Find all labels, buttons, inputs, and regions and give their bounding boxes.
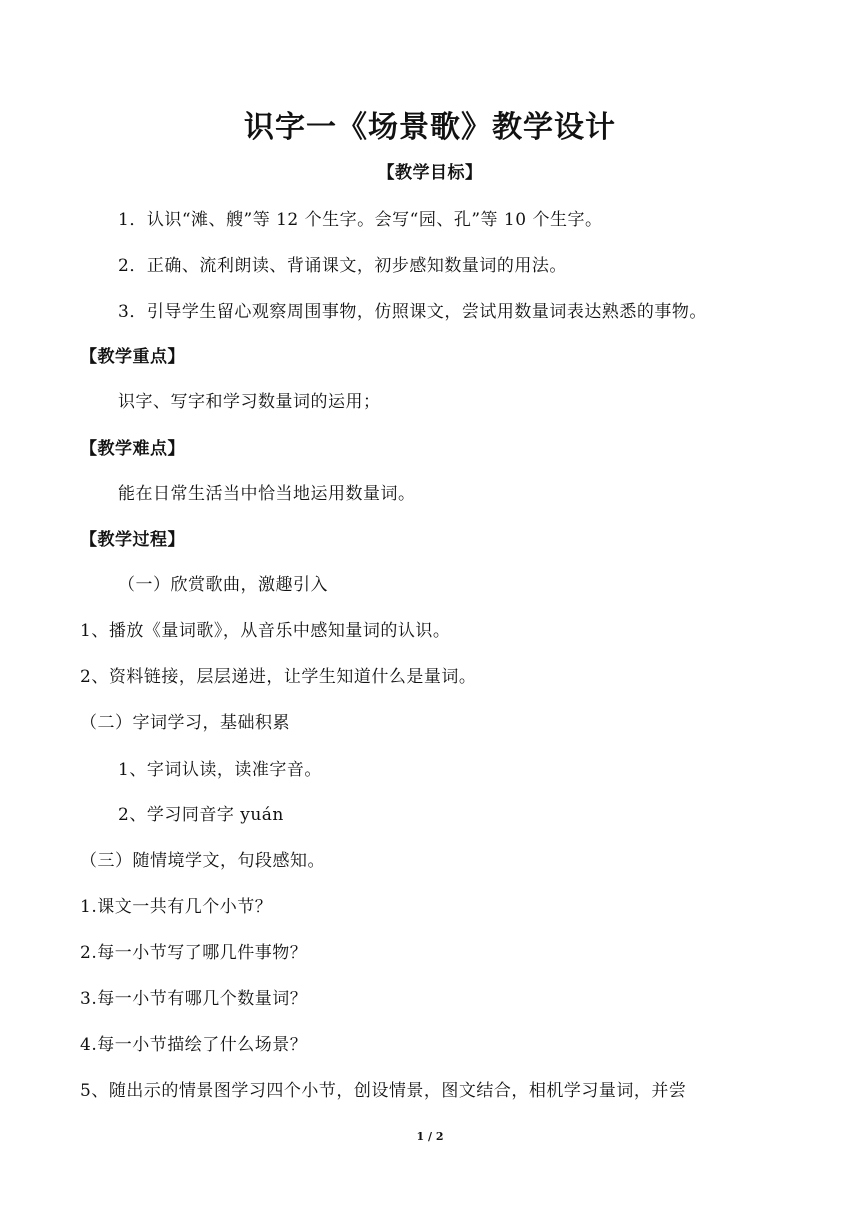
question-5: 5、随出示的情景图学习四个小节，创设情景，图文结合，相机学习量词，并尝	[80, 1081, 687, 1101]
step-2-item-1: 1、字词认读，读准字音。	[118, 760, 322, 780]
goal-item-1: 1．认识“滩、艘”等 12 个生字。会写“园、孔”等 10 个生字。	[118, 210, 603, 230]
question-2: 2.每一小节写了哪几件事物？	[80, 943, 308, 963]
goal-item-2: 2．正确、流利朗读、背诵课文，初步感知数量词的用法。	[118, 256, 567, 276]
step-2-title: （二）字词学习，基础积累	[80, 713, 290, 733]
step-1-item-2: 2、资料链接，层层递进，让学生知道什么是量词。	[80, 667, 477, 687]
document-title: 识字一《场景歌》教学设计	[244, 110, 616, 145]
goals-heading: 【教学目标】	[377, 163, 483, 183]
difficulty-text: 能在日常生活当中恰当地运用数量词。	[118, 484, 416, 504]
process-heading: 【教学过程】	[80, 530, 185, 550]
step-1-item-1: 1、播放《量词歌》，从音乐中感知量词的认识。	[80, 621, 451, 641]
step-1-title: （一）欣赏歌曲，激趣引入	[118, 575, 328, 595]
page-number: 1 / 2	[416, 1130, 444, 1143]
step-2-item-2: 2、学习同音字 yuán	[118, 805, 284, 825]
key-points-text: 识字、写字和学习数量词的运用；	[118, 392, 381, 412]
step-3-title: （三）随情境学文，句段感知。	[80, 851, 325, 871]
difficulty-heading: 【教学难点】	[80, 439, 185, 459]
question-3: 3.每一小节有哪几个数量词？	[80, 989, 308, 1009]
question-4: 4.每一小节描绘了什么场景？	[80, 1035, 308, 1055]
goal-item-3: 3．引导学生留心观察周围事物，仿照课文，尝试用数量词表达熟悉的事物。	[118, 302, 707, 322]
question-1: 1.课文一共有几个小节？	[80, 897, 273, 917]
key-points-heading: 【教学重点】	[80, 347, 185, 367]
